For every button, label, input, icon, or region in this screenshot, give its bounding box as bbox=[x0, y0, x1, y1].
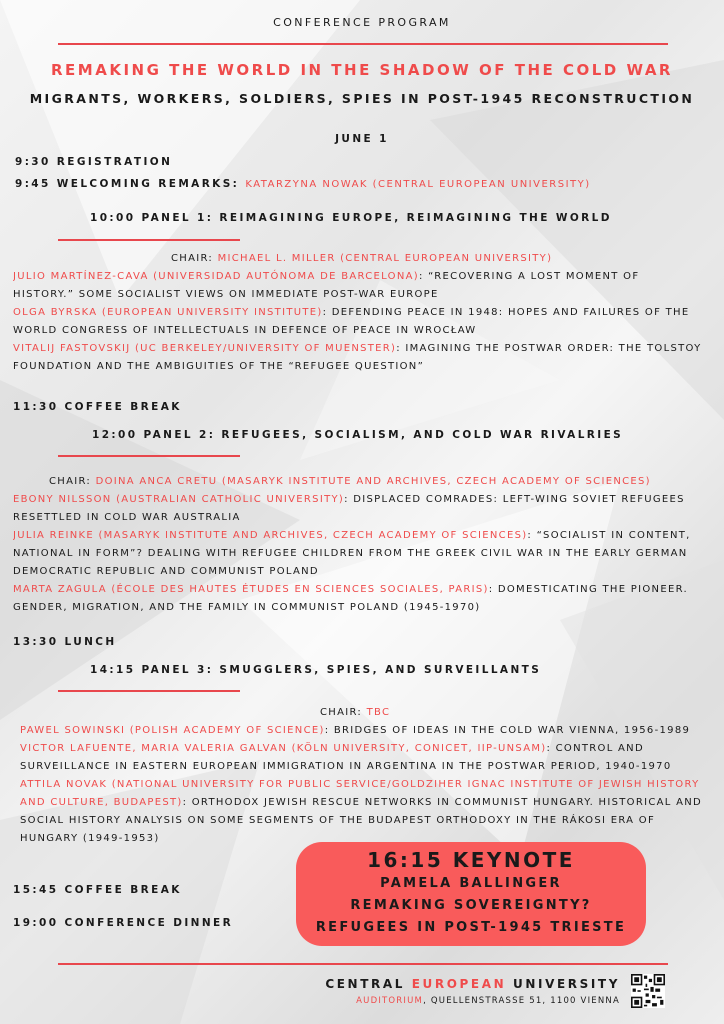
talk-line bbox=[20, 722, 714, 740]
talk-speaker: AND CULTURE, BUDAPEST) bbox=[20, 797, 183, 808]
university-name bbox=[325, 977, 620, 991]
keynote-title-1: REMAKING SOVEREIGNTY? bbox=[350, 898, 592, 913]
chair-label: CHAIR: bbox=[171, 253, 218, 264]
talk-title: : DEFENDING PEACE IN 1948: HOPES AND FAILURES OF THE bbox=[322, 307, 690, 318]
talk-speaker: OLGA BYRSKA (EUROPEAN UNIVERSITY INSTITUTE) bbox=[13, 307, 323, 318]
talk-title: : DISPLACED COMRADES: LEFT-WING SOVIET REFUGEES bbox=[344, 494, 685, 505]
welcome-item bbox=[15, 172, 591, 194]
talk-speaker: VITALIJ FASTOVSKIJ (UC BERKELEY/UNIVERSITY OF MUENSTER) bbox=[13, 343, 397, 354]
conference-subtitle: MIGRANTS, WORKERS, SOLDIERS, SPIES IN POST-1945 RECONSTRUCTION bbox=[29, 91, 695, 106]
talk-line bbox=[13, 340, 713, 358]
chair-label: CHAIR: bbox=[49, 476, 96, 487]
chair-label: CHAIR: bbox=[320, 707, 367, 718]
keynote-time: 16:15 KEYNOTE bbox=[367, 848, 575, 872]
venue-address bbox=[356, 996, 620, 1006]
panel2-divider bbox=[58, 455, 240, 457]
footer-divider bbox=[58, 963, 668, 965]
talk-title: : DOMESTICATING THE PIONEER. bbox=[488, 584, 688, 595]
panel3-title: 14:15 PANEL 3: SMUGGLERS, SPIES, AND SURVEILLANTS bbox=[90, 664, 542, 676]
talk-line: DEMOCRATIC REPUBLIC AND COMMUNIST POLAND bbox=[13, 566, 319, 577]
panel1-divider bbox=[58, 239, 240, 241]
talk-line: SOCIAL HISTORY ANALYSIS ON SOME SEGMENTS OF THE BUDAPEST ORTHODOXY IN THE RÁKOSI ERA OF bbox=[20, 815, 656, 826]
panel3-content bbox=[20, 704, 714, 848]
qr-code-icon[interactable] bbox=[631, 974, 665, 1008]
talk-line: HISTORY.” SOME SOCIALIST VIEWS ON IMMEDIATE POST-WAR EUROPE bbox=[13, 289, 439, 300]
talk-line bbox=[13, 304, 713, 322]
university-name-part-1: CENTRAL bbox=[325, 977, 412, 991]
date-heading: JUNE 1 bbox=[335, 133, 389, 145]
keynote-title-2: REFUGEES IN POST-1945 TRIESTE bbox=[315, 920, 627, 935]
welcome-label: 9:45 WELCOMING REMARKS: bbox=[15, 178, 246, 190]
talk-line: RESETTLED IN COLD WAR AUSTRALIA bbox=[13, 512, 241, 523]
talk-speaker: ATTILA NOVAK (NATIONAL UNIVERSITY FOR PUBLIC SERVICE/GOLDZIHER IGNAC INSTITUTE OF JEWISH HISTORY bbox=[20, 779, 700, 790]
panel3-chair bbox=[20, 704, 714, 722]
keynote-speaker: PAMELA BALLINGER bbox=[380, 876, 562, 891]
talk-line bbox=[13, 268, 713, 286]
chair-name: MICHAEL L. MILLER (CENTRAL EUROPEAN UNIVERSITY) bbox=[217, 253, 553, 264]
talk-line: GENDER, MIGRATION, AND THE FAMILY IN COMMUNIST POLAND (1945-1970) bbox=[13, 602, 481, 613]
panel2-title: 12:00 PANEL 2: REFUGEES, SOCIALISM, AND COLD WAR RIVALRIES bbox=[92, 429, 624, 441]
university-name-part-3: UNIVERSITY bbox=[506, 977, 620, 991]
talk-speaker: PAWEL SOWINSKI (POLISH ACADEMY OF SCIENCE) bbox=[20, 725, 325, 736]
talk-speaker: VICTOR LAFUENTE, MARIA VALERIA GALVAN (KÖLN UNIVERSITY, CONICET, IIP-UNSAM) bbox=[20, 743, 547, 754]
program-label: CONFERENCE PROGRAM bbox=[273, 16, 451, 29]
talk-line: HUNGARY (1949-1953) bbox=[20, 833, 160, 844]
talk-title: : IMAGINING THE POSTWAR ORDER: THE TOLSTOY bbox=[396, 343, 702, 354]
panel1-content bbox=[13, 250, 713, 376]
talk-title: : ORTHODOX JEWISH RESCUE NETWORKS IN COMMUNIST HUNGARY. HISTORICAL AND bbox=[182, 797, 703, 808]
talk-speaker: EBONY NILSSON (AUSTRALIAN CATHOLIC UNIVERSITY) bbox=[13, 494, 345, 505]
talk-speaker: MARTA ZAGULA (ÉCOLE DES HAUTES ÉTUDES EN SCIENCES SOCIALES, PARIS) bbox=[13, 584, 489, 595]
panel3-divider bbox=[58, 690, 240, 692]
conference-dinner: 19:00 CONFERENCE DINNER bbox=[13, 917, 234, 929]
talk-line: WORLD CONGRESS OF INTELLECTUALS IN DEFENCE OF PEACE IN WROCŁAW bbox=[13, 325, 477, 336]
chair-name: DOINA ANCA CRETU (MASARYK INSTITUTE AND ARCHIVES, CZECH ACADEMY OF SCIENCES) bbox=[95, 476, 651, 487]
chair-name: TBC bbox=[366, 707, 391, 718]
panel1-title: 10:00 PANEL 1: REIMAGINING EUROPE, REIMAGINING THE WORLD bbox=[90, 212, 612, 224]
talk-line: SURVEILLANCE IN EASTERN EUROPEAN IMMIGRATION IN ARGENTINA IN THE POSTWAR PERIOD, 1940-1970 bbox=[20, 761, 672, 772]
panel2-chair bbox=[13, 473, 713, 491]
coffee-break-1: 11:30 COFFEE BREAK bbox=[13, 401, 182, 413]
address-text: , QUELLENSTRASSE 51, 1100 VIENNA bbox=[423, 996, 620, 1006]
talk-line bbox=[13, 581, 713, 599]
panel2-content bbox=[13, 473, 713, 617]
talk-line bbox=[20, 794, 714, 812]
coffee-break-2: 15:45 COFFEE BREAK bbox=[13, 884, 182, 896]
talk-title: : BRIDGES OF IDEAS IN THE COLD WAR VIENNA, 1956-1989 bbox=[324, 725, 691, 736]
registration-item: 9:30 REGISTRATION bbox=[15, 156, 173, 168]
welcome-speaker: KATARZYNA NOWAK (CENTRAL EUROPEAN UNIVERSITY) bbox=[245, 179, 591, 190]
header-divider bbox=[58, 43, 668, 45]
talk-title: : CONTROL AND bbox=[546, 743, 644, 754]
talk-title: : “RECOVERING A LOST MOMENT OF bbox=[418, 271, 640, 282]
talk-line bbox=[13, 527, 713, 545]
lunch-item: 13:30 LUNCH bbox=[13, 636, 117, 648]
keynote-box bbox=[296, 842, 646, 946]
talk-speaker: JULIA REINKE (MASARYK INSTITUTE AND ARCHIVES, CZECH ACADEMY OF SCIENCES) bbox=[13, 530, 528, 541]
talk-line: FOUNDATION AND THE AMBIGUITIES OF THE “REFUGEE QUESTION” bbox=[13, 361, 425, 372]
talk-line: NATIONAL IN FORM”? DEALING WITH REFUGEE CHILDREN FROM THE GREEK CIVIL WAR IN THE EARLY GERMAN bbox=[13, 548, 688, 559]
panel1-chair bbox=[13, 250, 713, 268]
talk-speaker: JULIO MARTÍNEZ-CAVA (UNIVERSIDAD AUTÓNOMA DE BARCELONA) bbox=[13, 271, 419, 282]
talk-line bbox=[13, 491, 713, 509]
talk-title: : “SOCIALIST IN CONTENT, bbox=[527, 530, 691, 541]
venue-name: AUDITORIUM bbox=[356, 996, 424, 1006]
university-name-part-2: EUROPEAN bbox=[411, 977, 507, 991]
conference-title: REMAKING THE WORLD IN THE SHADOW OF THE COLD WAR bbox=[50, 61, 673, 79]
talk-line bbox=[20, 740, 714, 758]
